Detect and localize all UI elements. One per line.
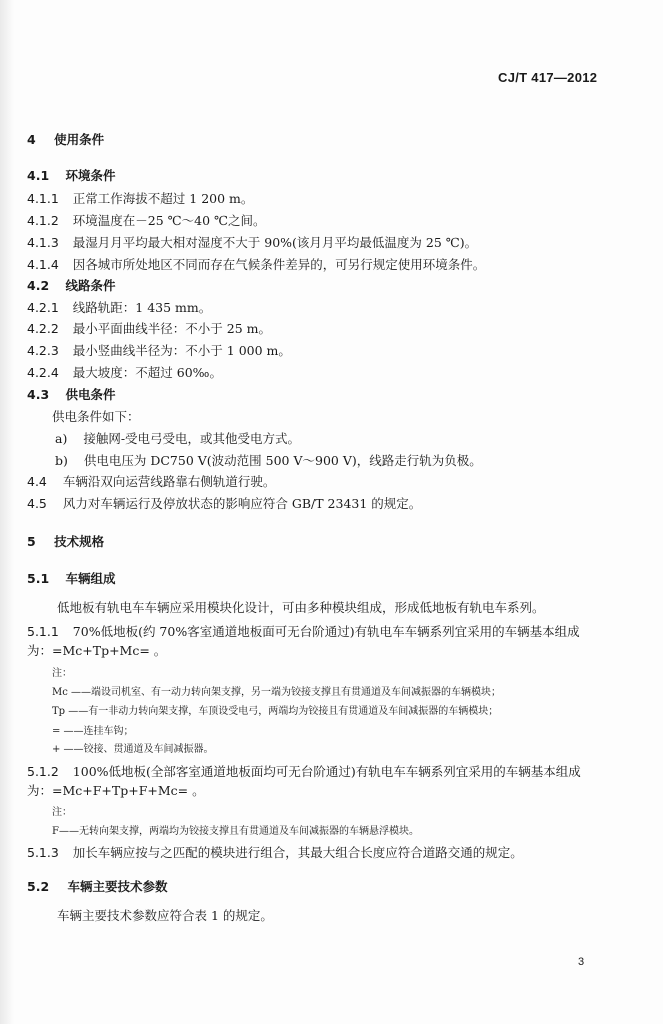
page-number: 3 bbox=[578, 956, 585, 968]
clause-4-1 bbox=[27, 168, 116, 184]
clause-5-1-3 bbox=[27, 845, 523, 861]
clause-number: 4.1 bbox=[27, 168, 50, 183]
clause-4-3 bbox=[27, 387, 116, 403]
clause-text: 车辆沿双向运营线路靠右侧轨道行驶。 bbox=[62, 474, 276, 489]
section-heading: 使用条件 bbox=[54, 132, 105, 147]
clause-5-2 bbox=[27, 879, 168, 895]
clause-number: 5.1.2 bbox=[27, 764, 59, 779]
clause-text: 最湿月月平均最大相对湿度不大于 90%(该月月平均最低温度为 25 ℃)。 bbox=[72, 235, 478, 250]
clause-4-4 bbox=[27, 474, 275, 490]
clause-4-2-2 bbox=[27, 321, 271, 337]
section-4-title bbox=[27, 132, 104, 148]
clause-number: 5.1.1 bbox=[27, 624, 59, 639]
section-heading: 技术规格 bbox=[54, 534, 105, 549]
clause-5-1 bbox=[27, 571, 116, 587]
clause-number: 4.1.3 bbox=[27, 235, 59, 250]
clause-number: 4.1.4 bbox=[27, 257, 59, 272]
clause-4-2 bbox=[27, 278, 116, 294]
clause-heading: 车辆主要技术参数 bbox=[67, 879, 168, 894]
clause-text: 最大坡度：不超过 60‰。 bbox=[72, 365, 222, 380]
clause-text: 最小竖曲线半径为：不小于 1 000 m。 bbox=[72, 343, 291, 358]
note-tp: Tp ——有一非动力转向架支撑，车顶设受电弓，两端均为铰接且有贯通道及车间减振器的车辆模块； bbox=[52, 706, 499, 717]
clause-number: 5.1 bbox=[27, 571, 50, 586]
list-item-b bbox=[55, 453, 482, 469]
clause-4-1-4 bbox=[27, 257, 485, 273]
clause-number: 4.4 bbox=[27, 474, 47, 489]
clause-number: 4.2.2 bbox=[27, 321, 59, 336]
section-number: 5 bbox=[27, 534, 36, 549]
list-item-a bbox=[55, 431, 300, 447]
clause-number: 4.2.3 bbox=[27, 343, 59, 358]
note-f-module: F——无转向架支撑，两端均为铰接支撑且有贯通道及车间减振器的车辆悬浮模块。 bbox=[52, 826, 419, 837]
clause-5-1-1-line2: 为：=Mc+Tp+Mc= 。 bbox=[27, 643, 167, 658]
clause-4-2-4 bbox=[27, 365, 222, 381]
list-label: a) bbox=[55, 431, 68, 446]
clause-number: 4.3 bbox=[27, 387, 50, 402]
list-text: 接触网-受电弓受电，或其他受电方式。 bbox=[83, 431, 301, 446]
standard-code-header: CJ/T 417—2012 bbox=[498, 70, 598, 85]
list-text: 供电电压为 DC750 V(波动范围 500 V～900 V)，线路走行轨为负极。 bbox=[83, 453, 482, 468]
clause-heading: 环境条件 bbox=[65, 168, 116, 183]
clause-text: 正常工作海拔不超过 1 200 m。 bbox=[72, 191, 254, 206]
clause-5-2-paragraph: 车辆主要技术参数应符合表 1 的规定。 bbox=[57, 908, 273, 923]
note-coupler: = ——连挂车钩； bbox=[52, 726, 134, 737]
clause-4-1-3 bbox=[27, 235, 477, 251]
clause-text: 环境温度在－25 ℃～40 ℃之间。 bbox=[72, 213, 266, 228]
clause-text: 最小平面曲线半径：不小于 25 m。 bbox=[72, 321, 272, 336]
clause-4-1-2 bbox=[27, 213, 266, 229]
clause-number: 4.2.4 bbox=[27, 365, 59, 380]
note-label: 注： bbox=[52, 807, 72, 818]
clause-5-1-2-line2: 为：=Mc+F+Tp+F+Mc= 。 bbox=[27, 783, 205, 798]
clause-text: 线路轨距：1 435 mm。 bbox=[72, 300, 212, 315]
clause-5-1-paragraph: 低地板有轨电车车辆应采用模块化设计，可由多种模块组成，形成低地板有轨电车系列。 bbox=[57, 600, 545, 615]
clause-text: 因各城市所处地区不同而存在气候条件差异的，可另行规定使用环境条件。 bbox=[72, 257, 486, 272]
note-label: 注： bbox=[52, 668, 72, 679]
clause-number: 5.1.3 bbox=[27, 845, 59, 860]
section-number: 4 bbox=[27, 132, 36, 147]
clause-4-3-intro: 供电条件如下： bbox=[52, 409, 140, 424]
clause-number: 4.2.1 bbox=[27, 300, 59, 315]
clause-text: 加长车辆应按与之匹配的模块进行组合，其最大组合长度应符合道路交通的规定。 bbox=[72, 845, 523, 860]
clause-text: 70%低地板(约 70%客室通道地板面可无台阶通过)有轨电车车辆系列宜采用的车辆基本组成 bbox=[72, 624, 580, 639]
scan-edge-shadow bbox=[0, 0, 14, 1024]
clause-text: 100%低地板(全部客室通道地板面均可无台阶通过)有轨电车车辆系列宜采用的车辆基本组成 bbox=[72, 764, 581, 779]
clause-number: 5.2 bbox=[27, 879, 50, 894]
note-mc: Mc ——端设司机室、有一动力转向架支撑，另一端为铰接支撑且有贯通道及车间减振器的车辆模块； bbox=[52, 687, 502, 698]
clause-number: 4.1.1 bbox=[27, 191, 59, 206]
clause-number: 4.1.2 bbox=[27, 213, 59, 228]
list-label: b) bbox=[55, 453, 68, 468]
section-5-title bbox=[27, 534, 104, 550]
clause-4-5 bbox=[27, 496, 421, 512]
clause-4-2-1 bbox=[27, 300, 211, 316]
clause-heading: 车辆组成 bbox=[65, 571, 116, 586]
clause-4-2-3 bbox=[27, 343, 291, 359]
clause-heading: 线路条件 bbox=[65, 278, 116, 293]
clause-text: 风力对车辆运行及停放状态的影响应符合 GB/T 23431 的规定。 bbox=[62, 496, 422, 511]
note-articulation: + ——铰接、贯通道及车间减振器。 bbox=[52, 744, 214, 755]
clause-number: 4.5 bbox=[27, 496, 47, 511]
clause-heading: 供电条件 bbox=[65, 387, 116, 402]
clause-4-1-1 bbox=[27, 191, 253, 207]
clause-5-1-2-line1 bbox=[27, 764, 581, 780]
clause-number: 4.2 bbox=[27, 278, 50, 293]
clause-5-1-1-line1 bbox=[27, 624, 580, 640]
